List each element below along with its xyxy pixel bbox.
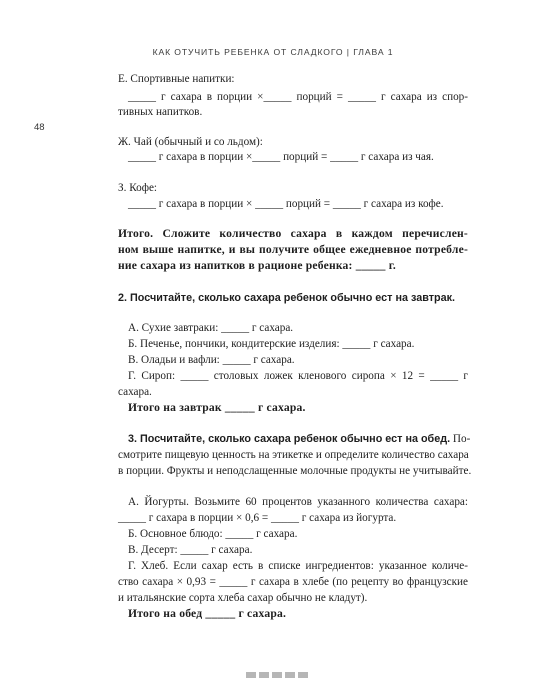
item-tea-title: Ж. Чай (обычный и со льдом):	[118, 136, 263, 148]
breakfast-item-syrup: Г. Сироп: _____ столовых ложек кленового сиропа × 12 = _____ г	[128, 370, 468, 382]
lunch-item-bread: Г. Хлеб. Если сахар есть в списке ингредиентов: указанное количе-	[128, 560, 468, 572]
lunch-item-dessert: В. Десерт: _____ г сахара.	[128, 544, 253, 556]
lunch-item-yogurt-formula: _____ г сахара в порции × 0,6 = _____ г сахара из йогурта.	[118, 512, 397, 524]
lunch-item-yogurt: А. Йогурты. Возьмите 60 процентов указанного количества сахара:	[128, 496, 468, 508]
item-sports-drinks-title: Е. Спортивные напитки:	[118, 73, 235, 85]
breakfast-item-syrup-cont: сахара.	[118, 386, 152, 398]
running-header: КАК ОТУЧИТЬ РЕБЕНКА ОТ СЛАДКОГО | ГЛАВА 1	[152, 47, 394, 57]
drinks-total-line-2: ном выше напитке, и вы получите общее ежедневное потребле-	[118, 243, 468, 256]
item-coffee-formula: _____ г сахара в порции × _____ порций = _____ г сахара из кофе.	[128, 198, 444, 210]
page-number: 48	[34, 122, 45, 133]
breakfast-heading: 2. Посчитайте, сколько сахара ребенок обычно ест на завтрак.	[118, 292, 455, 304]
item-tea-formula: _____ г сахара в порции ×_____ порций = _____ г сахара из чая.	[128, 151, 434, 163]
item-sports-drinks-formula: _____ г сахара в порции ×_____ порций = _____ г сахара из спор-	[128, 91, 468, 103]
item-coffee-title: З. Кофе:	[118, 182, 158, 194]
page-bottom-decoration	[246, 672, 310, 678]
breakfast-total: Итого на завтрак _____ г сахара.	[128, 401, 306, 414]
drinks-total-line-3: ние сахара из напитков в рационе ребенка: _____ г.	[118, 259, 397, 272]
lunch-item-main: Б. Основное блюдо: _____ г сахара.	[128, 528, 298, 540]
lunch-heading-line-3: в порции. Фрукты и неподслащенные молочные продукты не учитывайте.	[118, 465, 472, 477]
breakfast-item-pancakes: В. Оладьи и вафли: _____ г сахара.	[128, 354, 295, 366]
lunch-heading: 3. Посчитайте, сколько сахара ребенок обычно ест на обед.	[128, 433, 451, 445]
lunch-heading-line-1	[128, 432, 471, 446]
breakfast-item-pastry: Б. Печенье, пончики, кондитерские изделия: _____ г сахара.	[128, 338, 415, 350]
lunch-total: Итого на обед _____ г сахара.	[128, 607, 287, 620]
item-sports-drinks-formula-cont: тивных напитков.	[118, 106, 203, 118]
lunch-item-bread-cont-2: и итальянские сорта хлеба сахар обычно не кладут).	[118, 592, 368, 604]
lunch-heading-line-2: смотрите пищевую ценность на этикетке и определите количество сахара	[118, 449, 469, 461]
breakfast-item-cereal: А. Сухие завтраки: _____ г сахара.	[128, 322, 294, 334]
lunch-heading-cont: По-	[450, 433, 471, 445]
drinks-total-line-1: Итого. Сложите количество сахара в каждом перечислен-	[118, 227, 468, 240]
lunch-item-bread-cont-1: ство сахара × 0,93 = _____ г сахара в хлебе (по рецепту во французские	[118, 576, 468, 588]
